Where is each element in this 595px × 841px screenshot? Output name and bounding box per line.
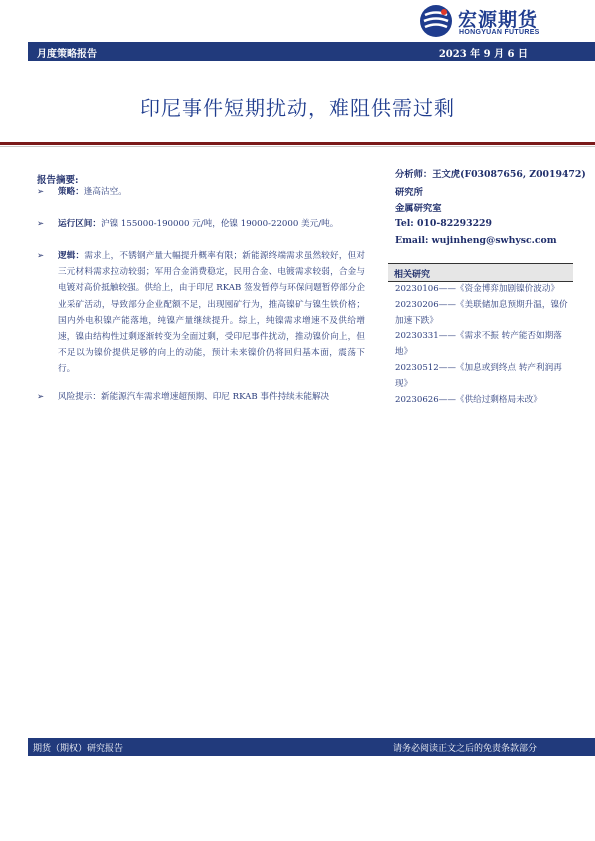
arrow-bullet-icon: ➢ (37, 219, 45, 229)
arrow-bullet-icon: ➢ (37, 392, 45, 402)
analyst-team: 金属研究室 (395, 203, 442, 214)
summary-heading: 报告摘要: (37, 175, 79, 186)
arrow-bullet-icon: ➢ (37, 251, 45, 261)
header-bar (28, 42, 595, 61)
summary-item-text: 风险提示：新能源汽车需求增速超预期、印尼 RKAB 事件持续未能解决 (58, 392, 330, 402)
related-research-header (388, 263, 573, 282)
footer-disclaimer: 请务必阅读正文之后的免责条款部分 (392, 744, 537, 754)
analyst-tel: Tel: 010-82293229 (395, 218, 492, 229)
summary-item-text: 需求上，不锈钢产量大幅提升概率有限；新能源终端需求虽然较好，但对三元材料需求拉动较弱；军用合金消费稳定，民用合金、电镀需求较弱，合金与电镀对高价抵触较强。供给上，由于印尼 RKAB 签发暂停与环保问题暂停部分企业采矿活动，导致部分企业配额不足，出现囤矿行为，推高镍矿与镍生铁价格；国内外电积镍产能落地，纯镍产量继续提升。综上，纯镍需求增速不及供给增速，镍由结构性过剩逐渐转变为全面过剩，受印尼事件扰动，推动镍价向上，但不足以为镍价提供足够的向上的动能，预计未来镍价仍将回归基本面，震荡下行。 (58, 251, 365, 375)
report-type: 月度策略报告 (37, 49, 97, 60)
related-research-list (395, 282, 573, 408)
hongyuan-logo-icon (419, 4, 453, 38)
title-divider (0, 142, 595, 145)
company-logo (419, 4, 569, 38)
summary-item-range (37, 216, 365, 232)
analyst-dept: 研究所 (395, 187, 423, 198)
summary-item-text: 逢高沽空。 (83, 187, 127, 197)
summary-item-strategy (37, 184, 365, 200)
related-research-item[interactable]: 20230626——《供给过剩格局未改》 (395, 394, 542, 405)
summary-item-label: 策略： (58, 187, 84, 197)
footer-left-text: 期货（期权）研究报告 (33, 744, 124, 754)
summary-item-risk (37, 389, 365, 405)
footer-bar (28, 738, 595, 756)
page-title: 印尼事件短期扰动，难阻供需过剩 (140, 96, 455, 120)
arrow-bullet-icon: ➢ (37, 187, 45, 197)
related-research-item[interactable]: 20230512——《加息或到终点 转产利润再现》 (395, 362, 562, 389)
report-date: 2023 年 9 月 6 日 (438, 49, 528, 60)
analyst-email[interactable]: Email: wujinheng@swhysc.com (395, 235, 557, 246)
brand-name-en: HONGYUAN FUTURES (459, 29, 540, 36)
related-research-item[interactable]: 20230206——《美联储加息预期升温，镍价加速下跌》 (395, 299, 568, 326)
analyst-name: 分析师：王文虎(F03087656, Z0019472) (395, 169, 586, 180)
brand-name-cn: 宏源期货 (458, 9, 539, 31)
summary-item-text: 沪镍 155000-190000 元/吨，伦镍 19000-22000 美元/吨。 (100, 219, 339, 229)
summary-item-label: 运行区间： (58, 219, 101, 229)
related-research-heading: 相关研究 (394, 270, 431, 280)
related-research-item[interactable]: 20230106——《资金博弈加剧镍价波动》 (395, 284, 560, 294)
summary-item-label: 逻辑： (58, 251, 85, 261)
title-divider-thin (0, 146, 595, 147)
summary-item-logic (37, 248, 365, 378)
related-research-item[interactable]: 20230331——《需求不振 转产能否如期落地》 (395, 331, 562, 358)
